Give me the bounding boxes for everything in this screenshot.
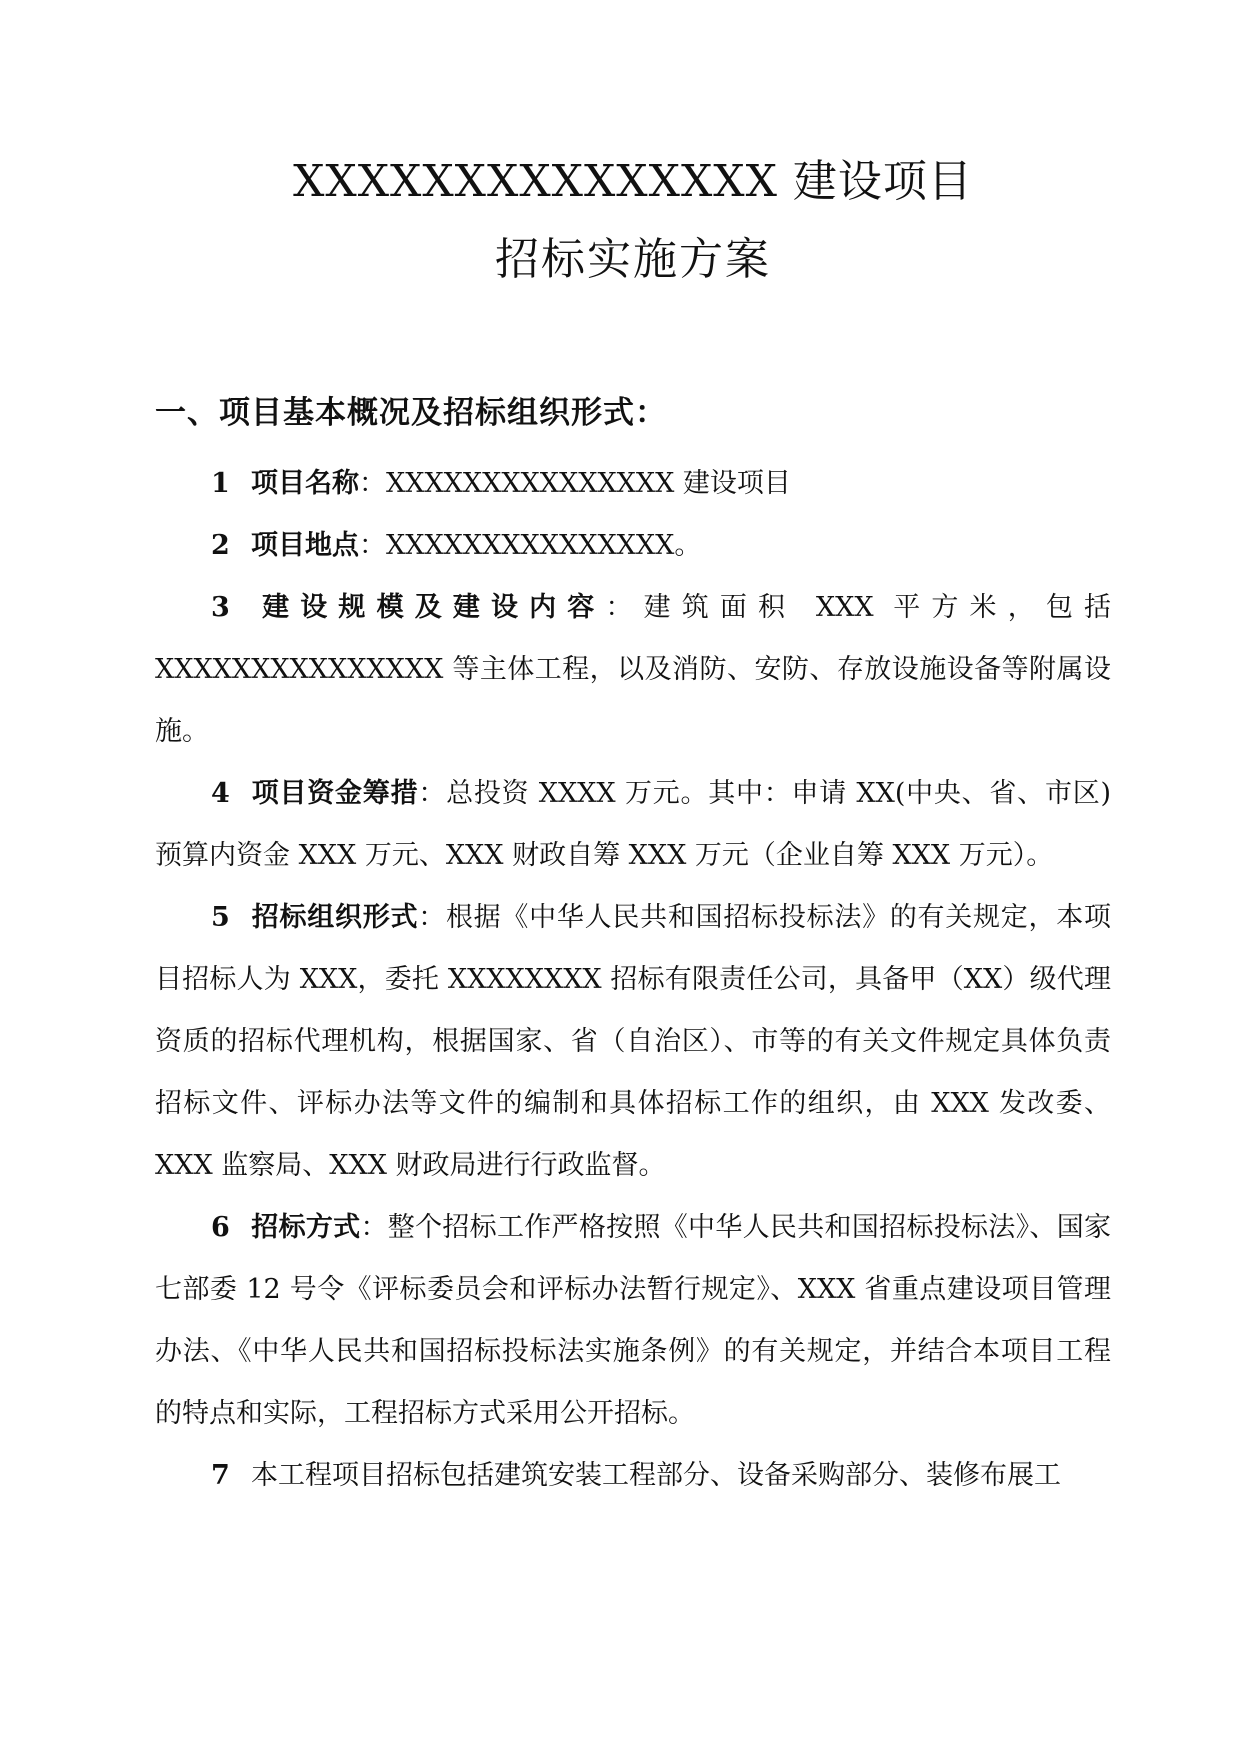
section-heading: 一、项目基本概况及招标组织形式：: [155, 395, 667, 431]
item-label: 招标方式: [251, 1212, 361, 1243]
item-text: 本工程项目招标包括建筑安装工程部分、设备采购部分、装修布展工: [251, 1460, 1061, 1491]
item-label: 项目名称: [251, 468, 359, 499]
item-text: ：根据《中华人民共和国招标投标法》的有关规定，本项目招标人为 XXX，委托 XXXXXXXX 招标有限责任公司，具备甲（XX）级代理资质的招标代理机构，根据国家、省（自治区）、市等的有关文件规定具体负责招标文件、评标办法等文件的编制和具体招标工作的组织，由 XXX 发改委、XXX 监察局、XXX 财政局进行行政监督。: [155, 902, 1112, 1181]
item-number: 1: [211, 468, 230, 499]
item-number: 3: [211, 592, 230, 623]
item-5-paragraph: [155, 887, 1111, 1197]
item-1-paragraph: [155, 453, 1111, 515]
item-label: 建设规模及建设内容: [251, 592, 606, 623]
item-number: 7: [211, 1460, 230, 1491]
item-7-paragraph: [155, 1445, 1111, 1507]
item-text: ：总投资 XXXX 万元。其中：申请 XX(中央、省、市区)预算内资金 XXX 万元、XXX 财政自筹 XXX 万元（企业自筹 XXX 万元）。: [155, 778, 1112, 871]
item-label: 项目资金筹措: [251, 778, 419, 809]
item-label: 项目地点: [251, 530, 359, 561]
item-number: 2: [211, 530, 230, 561]
item-text: ：XXXXXXXXXXXXXXX 建设项目: [359, 468, 791, 499]
item-number: 5: [211, 902, 230, 933]
item-label: 招标组织形式: [251, 902, 419, 933]
item-number: 4: [211, 778, 230, 809]
document-title-line2: 招标实施方案: [495, 234, 771, 285]
item-text: ：XXXXXXXXXXXXXXX。: [359, 530, 702, 561]
item-6-paragraph: [155, 1197, 1111, 1445]
item-text: ：整个招标工作严格按照《中华人民共和国招标投标法》、国家七部委 12 号令《评标委员会和评标办法暂行规定》、XXX 省重点建设项目管理办法、《中华人民共和国招标投标法实施条例》的有关规定，并结合本项目工程的特点和实际，工程招标方式采用公开招标。: [155, 1212, 1111, 1429]
item-text: ：建筑面积 XXX 平方米，包括 XXXXXXXXXXXXXXX 等主体工程，以及消防、安防、存放设施设备等附属设施。: [155, 592, 1111, 747]
item-2-paragraph: [155, 515, 1111, 577]
item-4-paragraph: [155, 763, 1111, 887]
item-number: 6: [211, 1212, 230, 1243]
item-3-paragraph: [155, 577, 1111, 763]
document-title-line1: XXXXXXXXXXXXXXX 建设项目: [293, 156, 973, 207]
